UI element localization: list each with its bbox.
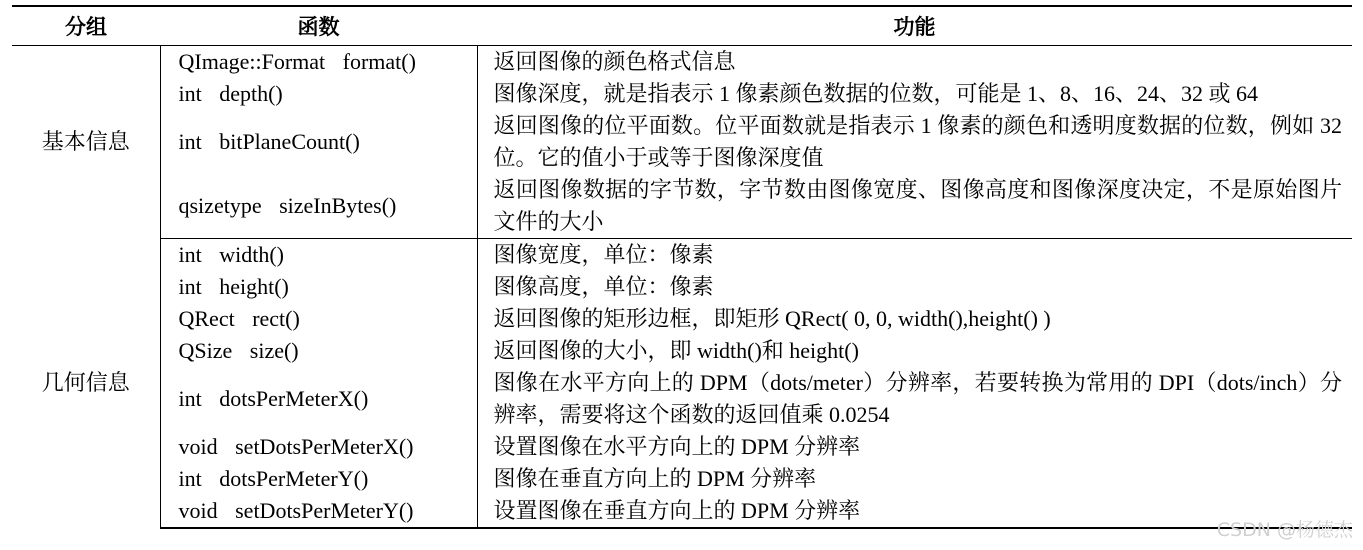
function-cell: void setDotsPerMeterX() — [160, 431, 477, 463]
table-row — [12, 303, 1352, 335]
table-row — [12, 495, 1352, 528]
function-cell: int depth() — [160, 78, 477, 110]
table-row — [12, 271, 1352, 303]
table-row — [12, 335, 1352, 367]
table-row — [12, 110, 1352, 174]
function-cell: qsizetype sizeInBytes() — [160, 174, 477, 239]
function-cell: int dotsPerMeterX() — [160, 367, 477, 431]
description-cell: 图像宽度，单位：像素 — [493, 242, 714, 267]
description-cell: 返回图像数据的字节数，字节数由图像宽度、图像高度和图像深度决定，不是原始图片文件的大小 — [477, 174, 1352, 239]
description-cell: 设置图像在垂直方向上的 DPM 分辨率 — [477, 495, 1352, 528]
table-row — [12, 431, 1352, 463]
description-cell: 设置图像在水平方向上的 DPM 分辨率 — [493, 434, 861, 459]
description-cell: 返回图像的矩形边框，即矩形 QRect( 0, 0, width(),height() ) — [493, 306, 1051, 331]
description-cell: 图像在垂直方向上的 DPM 分辨率 — [493, 466, 817, 491]
qimage-functions-table — [12, 5, 1352, 529]
description-cell: 返回图像的位平面数。位平面数就是指表示 1 像素的颜色和透明度数据的位数，例如 32 位。它的值小于或等于图像深度值 — [493, 113, 1342, 170]
function-cell: int height() — [160, 271, 477, 303]
header-function: 函数 — [160, 6, 477, 46]
function-cell: QRect rect() — [160, 303, 477, 335]
header-row — [12, 6, 1352, 46]
function-cell: void setDotsPerMeterY() — [160, 495, 477, 528]
table-row — [12, 174, 1352, 239]
description-cell: 返回图像的大小，即 width()和 height() — [493, 338, 859, 363]
header-group: 分组 — [12, 6, 160, 46]
header-description: 功能 — [477, 6, 1352, 46]
description-cell: 图像高度，单位：像素 — [493, 274, 714, 299]
function-cell: int dotsPerMeterY() — [160, 463, 477, 495]
group-label-geometry: 几何信息 — [12, 239, 160, 529]
function-cell: int bitPlaneCount() — [160, 110, 477, 174]
group-label-basic: 基本信息 — [12, 46, 160, 239]
description-cell: 返回图像的颜色格式信息 — [493, 49, 736, 74]
function-cell: QSize size() — [160, 335, 477, 367]
function-cell: int width() — [160, 239, 477, 272]
description-cell: 图像在水平方向上的 DPM（dots/meter）分辨率，若要转换为常用的 DPI（dots/inch）分辨率，需要将这个函数的返回值乘 0.0254 — [493, 370, 1342, 427]
table-row — [12, 239, 1352, 272]
table-row — [12, 367, 1352, 431]
function-cell: QImage::Format format() — [160, 46, 477, 79]
table-row — [12, 78, 1352, 110]
table-row — [12, 46, 1352, 79]
description-cell: 图像深度，就是指表示 1 像素颜色数据的位数，可能是 1、8、16、24、32 或 64 — [493, 81, 1259, 106]
table-row — [12, 463, 1352, 495]
watermark: CSDN @杨德杰 — [1216, 519, 1353, 541]
